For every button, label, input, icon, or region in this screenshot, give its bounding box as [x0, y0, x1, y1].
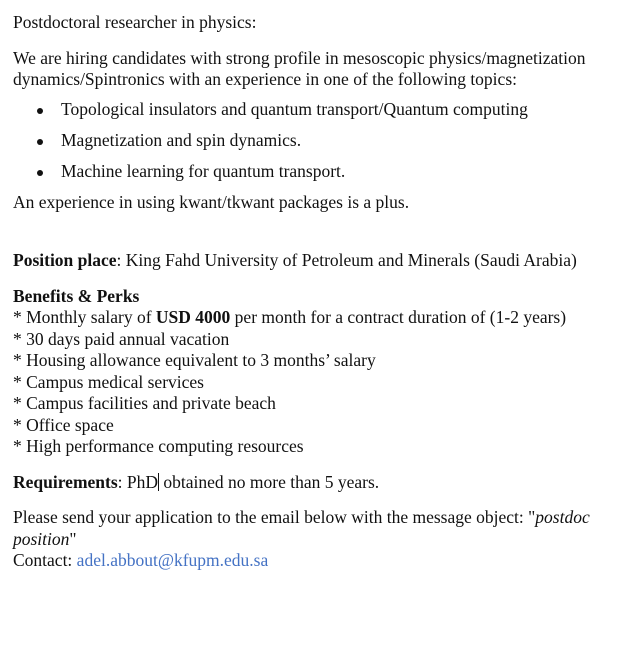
benefit-item: * Campus medical services	[13, 371, 204, 392]
benefit-item: * High performance computing resources	[13, 436, 304, 456]
bullet-icon	[37, 139, 43, 145]
position-value: : King Fahd University of Petroleum and Minerals (Saudi Arabia)	[116, 250, 577, 270]
topic-text: Machine learning for quantum transport.	[61, 160, 346, 181]
email-link[interactable]: adel.abbout@kfupm.edu.sa	[76, 550, 269, 570]
topic-text: Magnetization and spin dynamics.	[61, 129, 302, 150]
bullet-icon	[37, 170, 43, 176]
benefit-item: * Office space	[13, 414, 114, 435]
topics-list	[13, 99, 613, 183]
benefit-item: * 30 days paid annual vacation	[13, 328, 230, 349]
list-item	[13, 161, 613, 183]
requirements-line	[13, 472, 613, 494]
list-item	[13, 99, 613, 121]
list-item	[13, 130, 613, 152]
packages-note: An experience in using kwant/tkwant packages is a plus.	[13, 191, 410, 212]
benefit-item: * Housing allowance equivalent to 3 months’ salary	[13, 350, 376, 370]
topic-text: Topological insulators and quantum transport/Quantum computing	[61, 98, 528, 119]
position-label: Position place	[13, 250, 117, 270]
position-place	[13, 250, 613, 272]
page-title: Postdoctoral researcher in physics:	[13, 12, 257, 32]
requirements-value-start: : PhD	[117, 471, 159, 492]
contact-label: Contact:	[13, 550, 77, 570]
application-paragraph	[13, 507, 613, 550]
benefits-section	[13, 286, 613, 458]
salary-amount: USD 4000	[155, 307, 231, 327]
salary-prefix: * Monthly salary of	[13, 307, 156, 327]
salary-suffix: per month for a contract duration of (1-2 years)	[230, 307, 567, 327]
closing-quote: "	[69, 528, 77, 549]
benefit-item: * Campus facilities and private beach	[13, 393, 276, 413]
intro-paragraph: We are hiring candidates with strong profile in mesoscopic physics/magnetization dynamics/Spintronics with an experience in one of the following topics:	[13, 47, 586, 89]
document-body	[13, 12, 613, 572]
requirements-value-end: obtained no more than 5 years.	[159, 471, 380, 492]
salary-line	[13, 307, 613, 329]
contact-line	[13, 550, 613, 572]
requirements-label: Requirements	[13, 471, 118, 492]
message-object: postdoc position	[13, 507, 590, 549]
benefits-heading: Benefits & Perks	[13, 285, 140, 306]
bullet-icon	[37, 108, 43, 114]
application-text: Please send your application to the email below with the message object: "	[13, 507, 536, 527]
